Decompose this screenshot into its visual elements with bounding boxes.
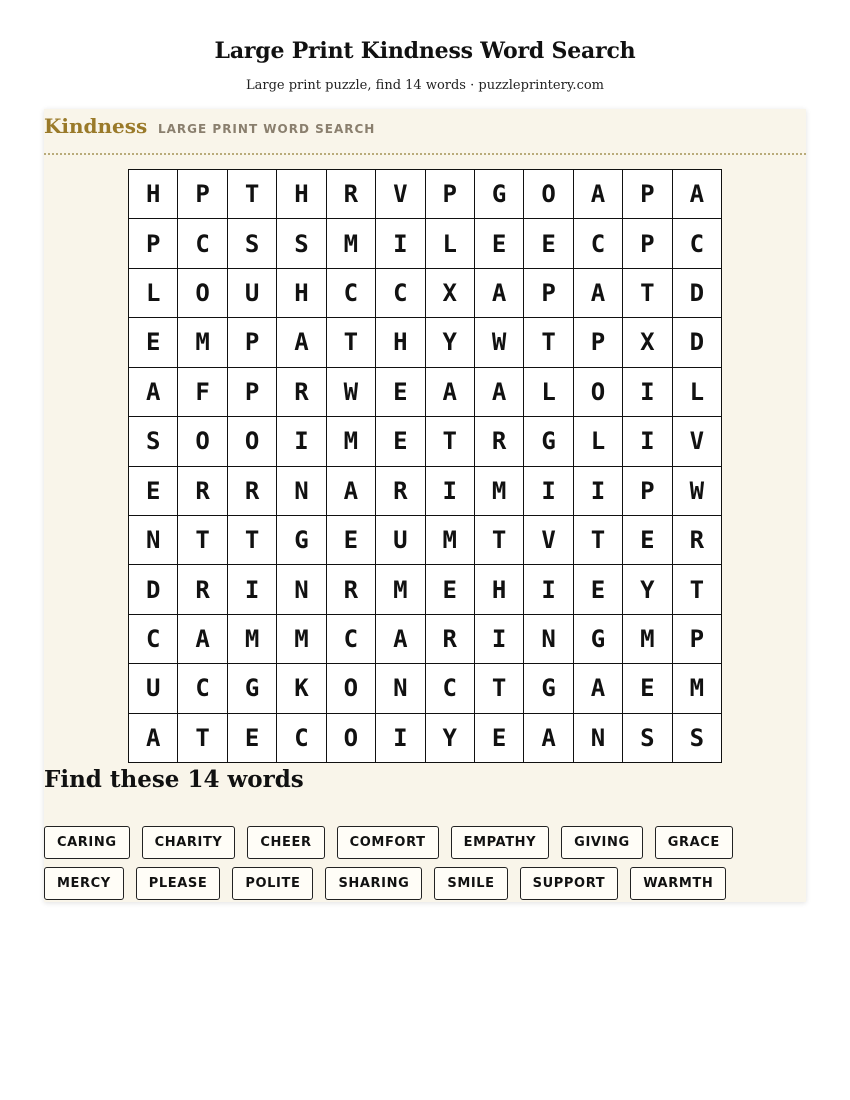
grid-cell[interactable]: E <box>129 467 178 516</box>
word-chip[interactable]: GRACE <box>655 826 733 859</box>
grid-cell[interactable]: M <box>475 467 524 516</box>
grid-cell[interactable]: N <box>277 467 326 516</box>
grid-cell[interactable]: X <box>426 269 475 318</box>
grid-cell[interactable]: E <box>623 516 672 565</box>
grid-cell[interactable]: A <box>574 269 623 318</box>
grid-cell[interactable]: C <box>178 664 227 713</box>
grid-cell[interactable]: P <box>178 170 227 219</box>
grid-cell[interactable]: C <box>129 615 178 664</box>
grid-cell[interactable]: R <box>475 417 524 466</box>
grid-cell[interactable]: M <box>228 615 277 664</box>
grid-cell[interactable]: D <box>673 269 722 318</box>
grid-cell[interactable]: K <box>277 664 326 713</box>
word-chip[interactable]: SMILE <box>434 867 507 900</box>
word-list <box>44 826 806 900</box>
grid-cell[interactable]: T <box>178 516 227 565</box>
grid-cell[interactable]: A <box>673 170 722 219</box>
word-chip[interactable]: WARMTH <box>630 867 726 900</box>
grid-cell[interactable]: A <box>524 714 573 763</box>
grid-cell[interactable]: N <box>277 565 326 614</box>
grid-cell[interactable]: M <box>426 516 475 565</box>
grid-cell[interactable]: O <box>178 417 227 466</box>
grid-cell[interactable]: I <box>376 714 425 763</box>
word-chip[interactable]: EMPATHY <box>451 826 550 859</box>
grid-cell[interactable]: W <box>475 318 524 367</box>
grid-cell[interactable]: A <box>376 615 425 664</box>
grid-cell[interactable]: T <box>623 269 672 318</box>
grid-cell[interactable]: N <box>376 664 425 713</box>
grid-cell[interactable]: I <box>475 615 524 664</box>
word-chip[interactable]: CARING <box>44 826 130 859</box>
word-chip[interactable]: COMFORT <box>337 826 439 859</box>
grid-cell[interactable]: P <box>623 467 672 516</box>
grid-cell[interactable]: E <box>574 565 623 614</box>
grid-cell[interactable]: P <box>228 318 277 367</box>
grid-cell[interactable]: E <box>376 368 425 417</box>
grid-cell[interactable]: G <box>574 615 623 664</box>
word-chip[interactable]: SUPPORT <box>520 867 619 900</box>
grid-cell[interactable]: L <box>426 219 475 268</box>
grid-cell[interactable]: G <box>228 664 277 713</box>
grid-cell[interactable]: W <box>327 368 376 417</box>
grid-cell[interactable]: R <box>178 565 227 614</box>
grid-cell[interactable]: M <box>178 318 227 367</box>
grid-cell[interactable]: E <box>327 516 376 565</box>
letter-grid <box>128 169 722 763</box>
grid-cell[interactable]: M <box>327 417 376 466</box>
grid-cell[interactable]: H <box>376 318 425 367</box>
grid-cell[interactable]: R <box>277 368 326 417</box>
grid-cell[interactable]: R <box>178 467 227 516</box>
grid-cell[interactable]: T <box>574 516 623 565</box>
grid-cell[interactable]: T <box>178 714 227 763</box>
grid-cell[interactable]: R <box>673 516 722 565</box>
grid-cell[interactable]: N <box>574 714 623 763</box>
grid-cell[interactable]: U <box>376 516 425 565</box>
grid-cell[interactable]: M <box>673 664 722 713</box>
grid-cell[interactable]: M <box>277 615 326 664</box>
grid-cell[interactable]: A <box>574 170 623 219</box>
grid-cell[interactable]: A <box>327 467 376 516</box>
grid-cell[interactable]: O <box>574 368 623 417</box>
grid-cell[interactable]: C <box>426 664 475 713</box>
grid-cell[interactable]: O <box>327 714 376 763</box>
page-title: Large Print Kindness Word Search <box>214 38 636 64</box>
grid-cell[interactable]: I <box>524 565 573 614</box>
grid-cell[interactable]: C <box>327 615 376 664</box>
grid-cell[interactable]: G <box>524 664 573 713</box>
grid-cell[interactable]: P <box>623 170 672 219</box>
grid-cell[interactable]: I <box>228 565 277 614</box>
grid-cell[interactable]: L <box>129 269 178 318</box>
grid-cell[interactable]: H <box>129 170 178 219</box>
grid-cell[interactable]: C <box>376 269 425 318</box>
grid-cell[interactable]: M <box>327 219 376 268</box>
grid-cell[interactable]: U <box>129 664 178 713</box>
grid-cell[interactable]: E <box>623 664 672 713</box>
grid-cell[interactable]: T <box>475 664 524 713</box>
grid-cell[interactable]: T <box>673 565 722 614</box>
grid-cell[interactable]: A <box>129 368 178 417</box>
grid-cell[interactable]: C <box>574 219 623 268</box>
grid-cell[interactable]: L <box>673 368 722 417</box>
word-chip[interactable]: MERCY <box>44 867 124 900</box>
grid-cell[interactable]: F <box>178 368 227 417</box>
card-header <box>44 109 806 155</box>
grid-cell[interactable]: G <box>277 516 326 565</box>
grid-cell[interactable]: E <box>475 714 524 763</box>
grid-cell[interactable]: O <box>524 170 573 219</box>
grid-cell[interactable]: P <box>228 368 277 417</box>
grid-cell[interactable]: E <box>228 714 277 763</box>
grid-cell[interactable]: D <box>129 565 178 614</box>
grid-cell[interactable]: P <box>574 318 623 367</box>
grid-cell[interactable]: T <box>524 318 573 367</box>
grid-cell[interactable]: G <box>475 170 524 219</box>
grid-cell[interactable]: S <box>673 714 722 763</box>
page-subtitle: Large print puzzle, find 14 words · puzzleprintery.com <box>245 78 605 93</box>
grid-cell[interactable]: I <box>623 368 672 417</box>
word-chip[interactable]: PLEASE <box>136 867 221 900</box>
grid-cell[interactable]: I <box>574 467 623 516</box>
card-title: Kindness <box>44 114 148 138</box>
grid-cell[interactable]: A <box>277 318 326 367</box>
words-heading: Find these 14 words <box>44 766 304 793</box>
grid-cell[interactable]: I <box>623 417 672 466</box>
word-chip[interactable]: CHEER <box>247 826 324 859</box>
grid-cell[interactable]: H <box>277 269 326 318</box>
grid-cell[interactable]: P <box>426 170 475 219</box>
grid-cell[interactable]: V <box>673 417 722 466</box>
grid-cell[interactable]: S <box>277 219 326 268</box>
card-kicker: LARGE PRINT WORD SEARCH <box>158 122 376 136</box>
word-chip[interactable]: CHARITY <box>142 826 236 859</box>
grid-cell[interactable]: S <box>623 714 672 763</box>
grid-cell[interactable]: P <box>524 269 573 318</box>
grid-cell[interactable]: O <box>327 664 376 713</box>
grid-cell[interactable]: Y <box>426 714 475 763</box>
grid-cell[interactable]: D <box>673 318 722 367</box>
grid-cell[interactable]: S <box>129 417 178 466</box>
puzzle-card <box>44 109 806 902</box>
grid-cell[interactable]: R <box>376 467 425 516</box>
grid-cell[interactable]: V <box>524 516 573 565</box>
grid-cell[interactable]: A <box>129 714 178 763</box>
grid-cell[interactable]: A <box>426 368 475 417</box>
grid-cell[interactable]: L <box>574 417 623 466</box>
grid-cell[interactable]: A <box>475 368 524 417</box>
grid-cell[interactable]: O <box>178 269 227 318</box>
grid-cell[interactable]: T <box>228 516 277 565</box>
word-chip[interactable]: GIVING <box>561 826 643 859</box>
grid-cell[interactable]: R <box>327 170 376 219</box>
grid-cell[interactable]: W <box>673 467 722 516</box>
grid-cell[interactable]: A <box>475 269 524 318</box>
grid-cell[interactable]: E <box>475 219 524 268</box>
grid-cell[interactable]: R <box>228 467 277 516</box>
grid-cell[interactable]: I <box>277 417 326 466</box>
grid-cell[interactable]: A <box>574 664 623 713</box>
grid-cell[interactable]: E <box>129 318 178 367</box>
grid-cell[interactable]: H <box>277 170 326 219</box>
grid-cell[interactable]: G <box>524 417 573 466</box>
grid-cell[interactable]: N <box>524 615 573 664</box>
grid-cell[interactable]: L <box>524 368 573 417</box>
grid-cell[interactable]: M <box>623 615 672 664</box>
grid-cell[interactable]: C <box>277 714 326 763</box>
grid-cell[interactable]: P <box>623 219 672 268</box>
grid-cell[interactable]: T <box>327 318 376 367</box>
grid-cell[interactable]: E <box>524 219 573 268</box>
grid-cell[interactable]: Y <box>426 318 475 367</box>
word-chip[interactable]: POLITE <box>232 867 313 900</box>
grid-cell[interactable]: H <box>475 565 524 614</box>
grid-cell[interactable]: C <box>178 219 227 268</box>
grid-cell[interactable]: X <box>623 318 672 367</box>
grid-cell[interactable]: R <box>327 565 376 614</box>
grid-cell[interactable]: N <box>129 516 178 565</box>
grid-cell[interactable]: A <box>178 615 227 664</box>
grid-cell[interactable]: S <box>228 219 277 268</box>
grid-cell[interactable]: C <box>327 269 376 318</box>
grid-cell[interactable]: I <box>426 467 475 516</box>
grid-cell[interactable]: Y <box>623 565 672 614</box>
grid-cell[interactable]: M <box>376 565 425 614</box>
grid-cell[interactable]: C <box>673 219 722 268</box>
grid-cell[interactable]: P <box>129 219 178 268</box>
grid-cell[interactable]: I <box>524 467 573 516</box>
grid-cell[interactable]: E <box>426 565 475 614</box>
grid-cell[interactable]: U <box>228 269 277 318</box>
grid-cell[interactable]: O <box>228 417 277 466</box>
grid-cell[interactable]: P <box>673 615 722 664</box>
grid-cell[interactable]: T <box>228 170 277 219</box>
word-chip[interactable]: SHARING <box>325 867 422 900</box>
grid-cell[interactable]: T <box>475 516 524 565</box>
grid-cell[interactable]: E <box>376 417 425 466</box>
grid-cell[interactable]: R <box>426 615 475 664</box>
grid-cell[interactable]: T <box>426 417 475 466</box>
grid-cell[interactable]: V <box>376 170 425 219</box>
grid-cell[interactable]: I <box>376 219 425 268</box>
